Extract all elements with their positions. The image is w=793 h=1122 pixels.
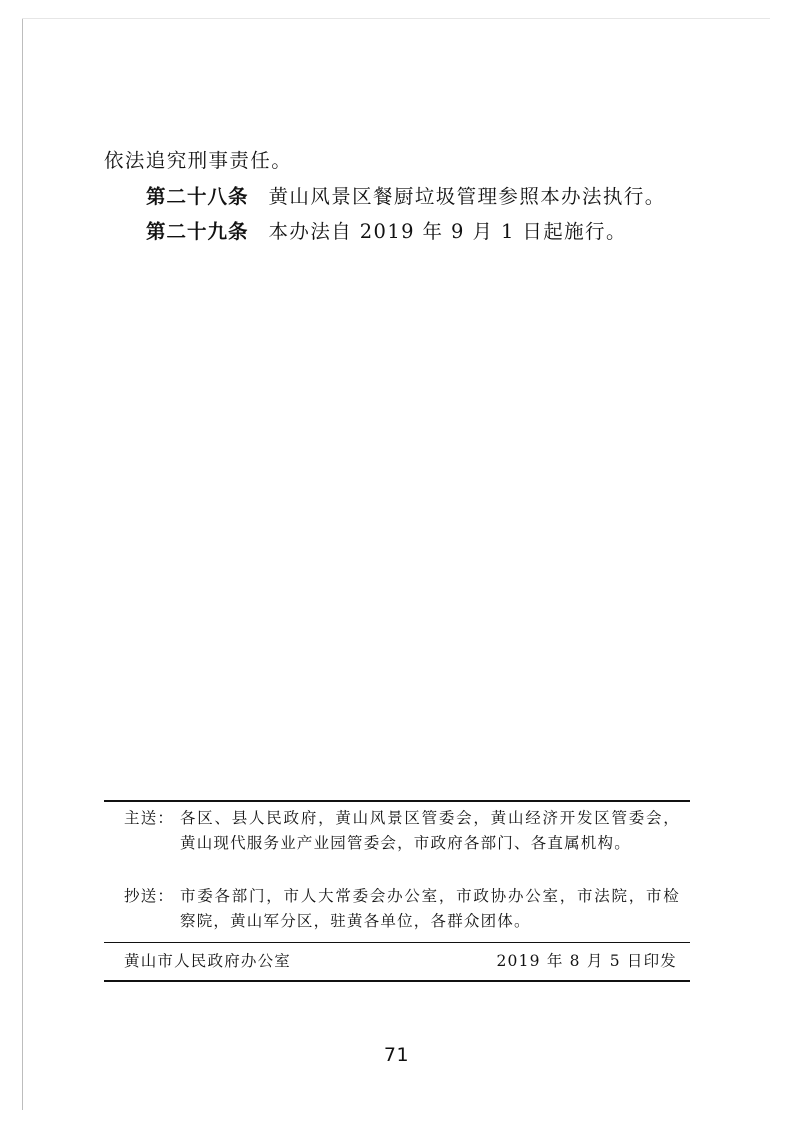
crop-mark-left [22, 18, 23, 1110]
distribution-middle-rule [104, 942, 690, 943]
article-29-number: 第二十九条 [146, 220, 249, 243]
zhusong-label: 主送： [124, 809, 175, 827]
chaosong-section [124, 884, 680, 934]
article-29-text: 本办法自 2019 年 9 月 1 日起施行。 [268, 220, 627, 243]
article-28-number: 第二十八条 [146, 185, 249, 208]
article-29 [146, 219, 627, 245]
article-28 [146, 184, 666, 210]
chaosong-label: 抄送： [124, 887, 175, 905]
crop-mark-top [22, 18, 770, 19]
article-28-text: 黄山风景区餐厨垃圾管理参照本办法执行。 [268, 185, 666, 208]
issuing-office: 黄山市人民政府办公室 [124, 952, 292, 970]
distribution-top-rule [104, 800, 690, 802]
page-number: 71 [383, 1044, 410, 1066]
issue-date: 2019 年 8 月 5 日印发 [496, 952, 677, 970]
zhusong-section [124, 806, 680, 856]
zhusong-recipients: 各区、县人民政府，黄山风景区管委会，黄山经济开发区管委会，黄山现代服务业产业园管委会，市政府各部门、各直属机构。 [180, 809, 680, 852]
chaosong-recipients: 市委各部门，市人大常委会办公室，市政协办公室，市法院，市检察院，黄山军分区，驻黄各单位，各群众团体。 [180, 887, 680, 930]
body-text-line: 依法追究刑事责任。 [104, 149, 293, 172]
distribution-bottom-rule [104, 980, 690, 982]
